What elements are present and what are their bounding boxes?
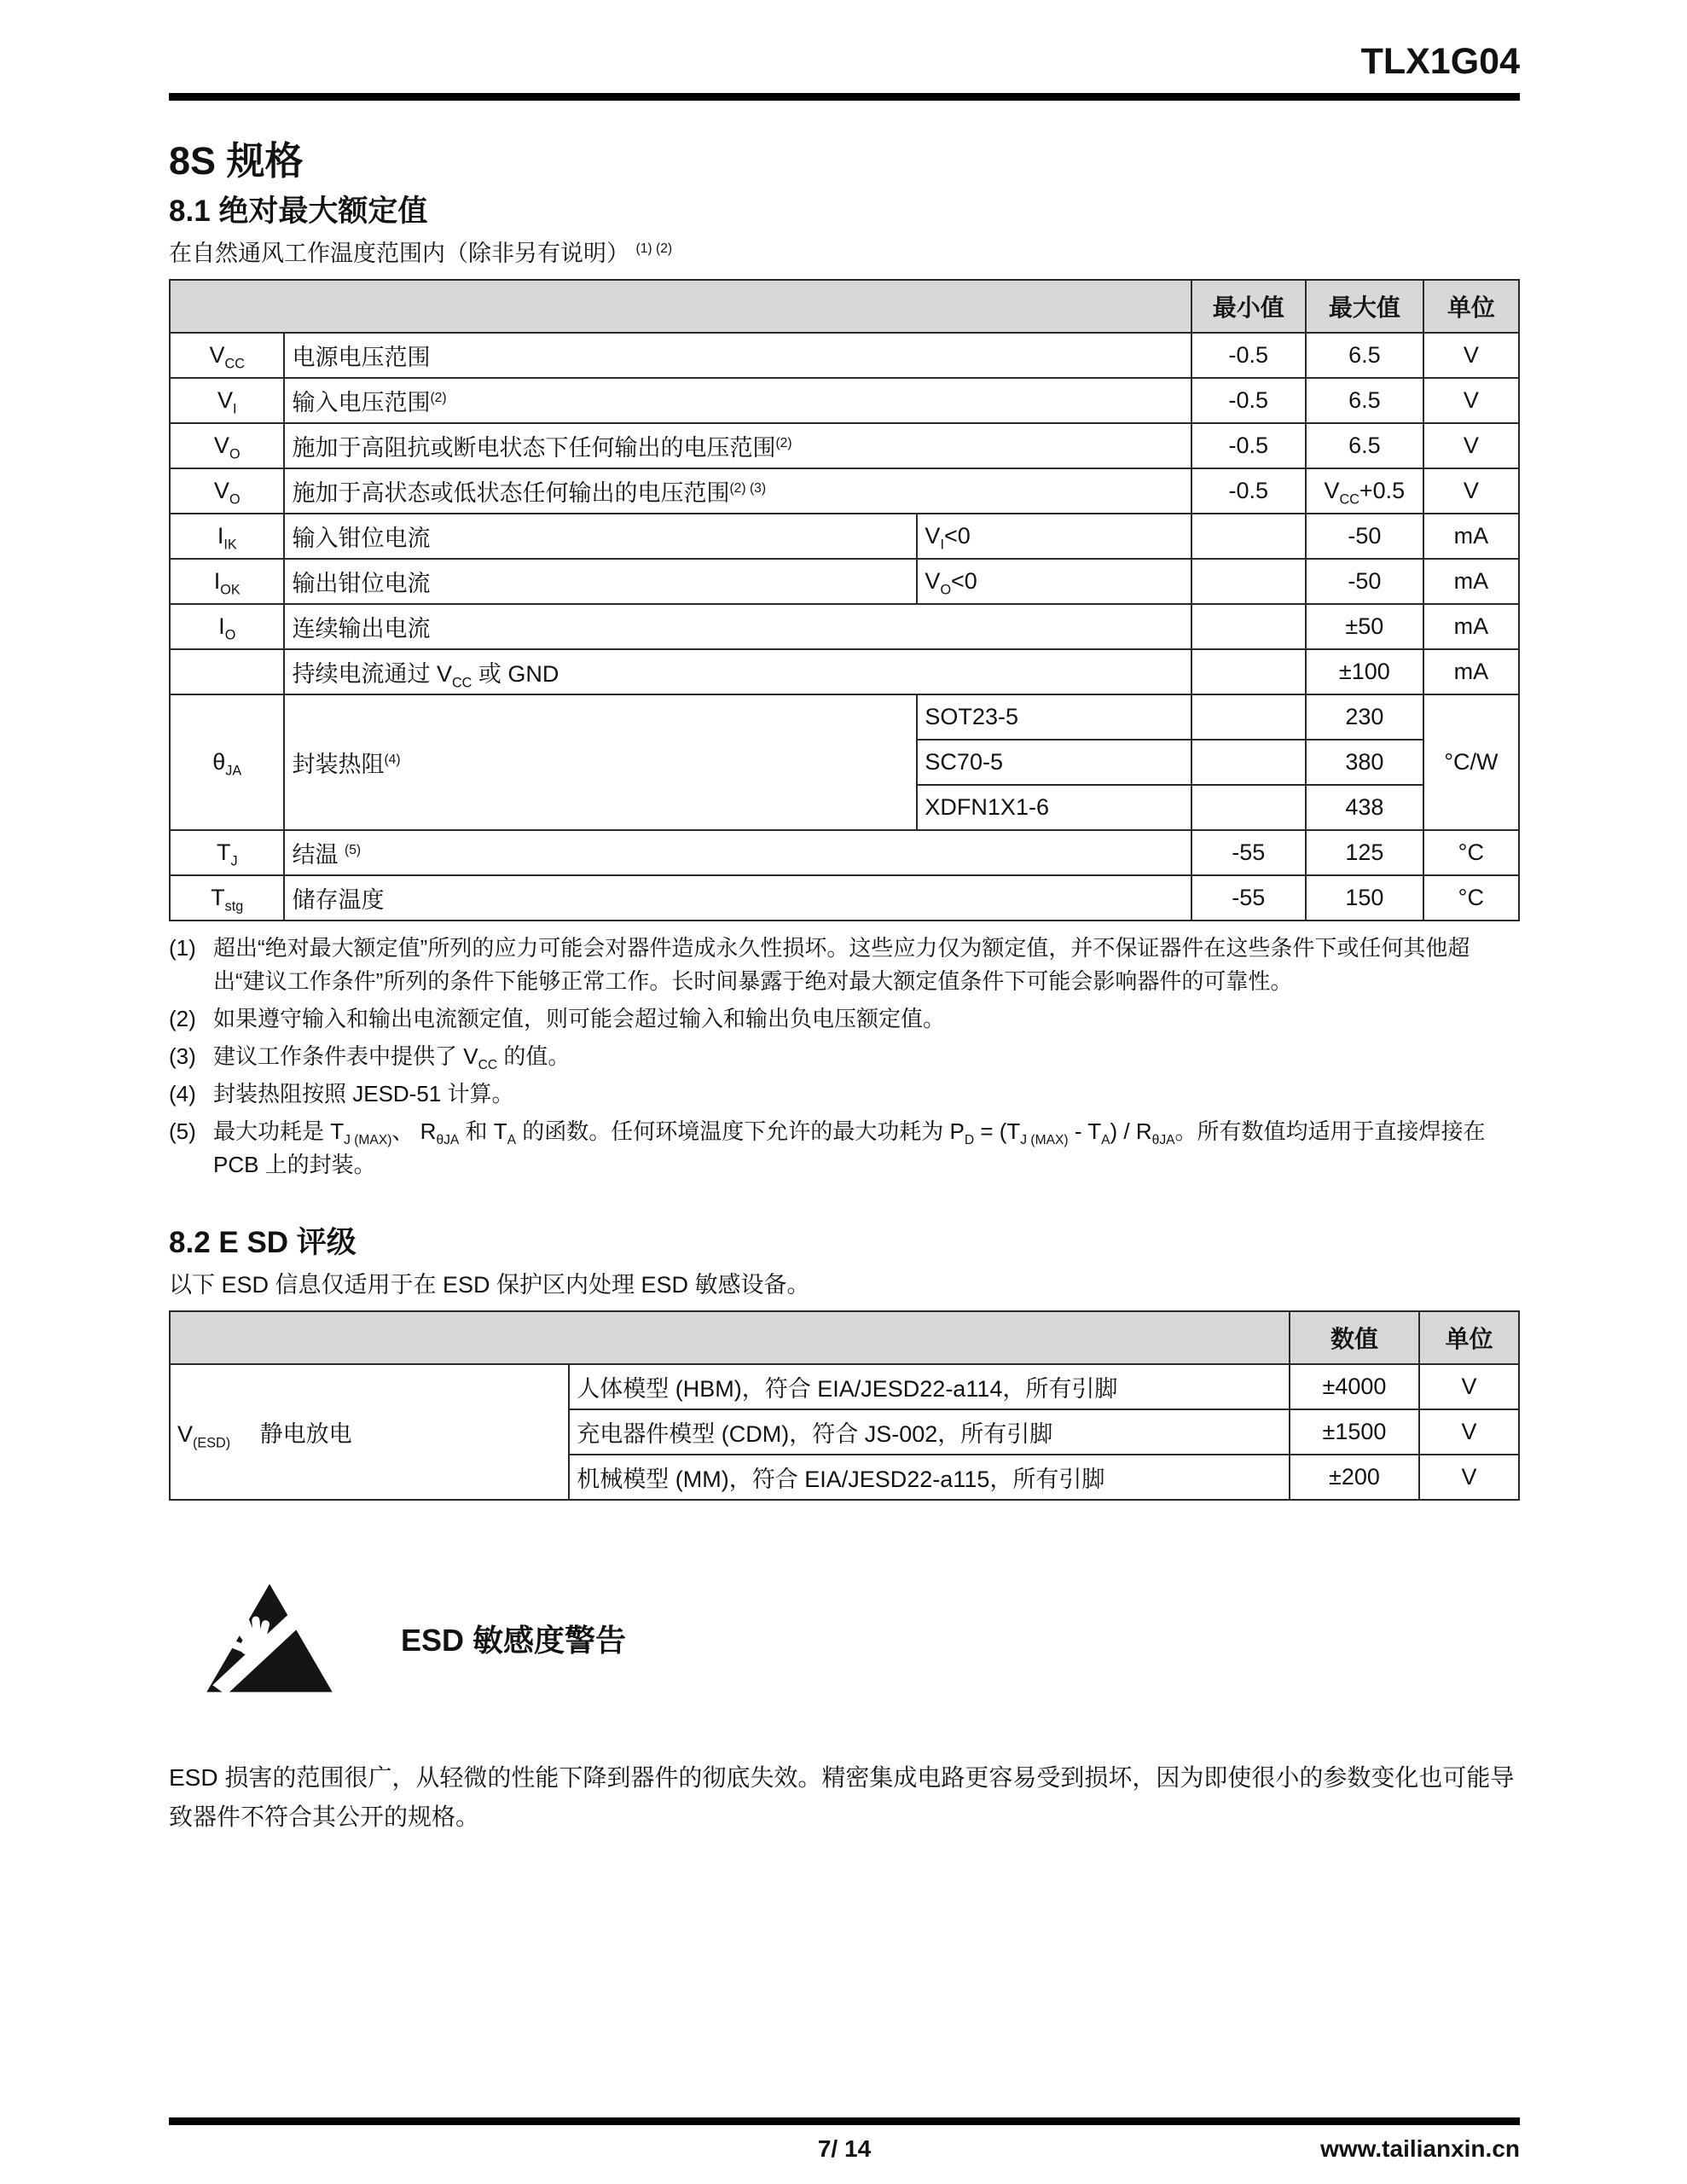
- sym-cell: $\theta_{JA}$: [170, 694, 284, 830]
- table-row: [170, 378, 1519, 423]
- table-row: [170, 875, 1519, 921]
- hdr-cell: 单位: [1419, 1311, 1519, 1364]
- num-cell: [1191, 649, 1306, 694]
- footnote-text: 超出“绝对最大额定值”所列的应力可能会对器件造成永久性损坏。这些应力仅为额定值，并不保证器件在这些条件下或任何其他超出“建议工作条件”所列的条件下能够正常工作。长时间暴露于绝对最大额定值条件下可能会影响器件的可靠性。: [213, 934, 1470, 994]
- num-cell: [1191, 785, 1306, 830]
- cond-cell: SOT23-5: [917, 694, 1191, 740]
- desc-cell: 输入钳位电流: [284, 514, 917, 559]
- esd-ratings-table: [169, 1310, 1520, 1501]
- table-row: [170, 1364, 1519, 1409]
- num-cell: -50: [1306, 514, 1423, 559]
- footnote-id: (5): [169, 1118, 196, 1144]
- footnote-id: (3): [169, 1043, 196, 1069]
- table-row: [170, 694, 1519, 740]
- esd-susceptibility-icon: [205, 1579, 334, 1697]
- desc-cell: 储存温度: [284, 875, 1191, 921]
- desc-cell: 持续电流通过 $V_{CC}$ 或 GND: [284, 649, 1191, 694]
- unit-cell: mA: [1423, 649, 1519, 694]
- num-cell: [1191, 559, 1306, 604]
- page-number: 7/ 14: [817, 2135, 872, 2162]
- desc-cell: 人体模型 (HBM)，符合 EIA/JESD22-a114，所有引脚: [569, 1364, 1290, 1409]
- symname-cell: $V_{(ESD)}$ 静电放电: [170, 1364, 569, 1500]
- footnote: [169, 932, 1520, 998]
- num-cell: -0.5: [1191, 378, 1306, 423]
- unit-cell: V: [1423, 468, 1519, 514]
- document-title: TLX1G04: [1360, 41, 1520, 82]
- hdr-cell: 最大值: [1306, 280, 1423, 333]
- table-row: [170, 604, 1519, 649]
- unit-cell: mA: [1423, 559, 1519, 604]
- footer-row: [169, 2135, 1520, 2166]
- num-cell: 230: [1306, 694, 1423, 740]
- num-cell: 125: [1306, 830, 1423, 875]
- footnote: [169, 1077, 1520, 1111]
- num-cell: ±4000: [1290, 1364, 1419, 1409]
- desc-cell: 电源电压范围: [284, 333, 1191, 378]
- sym-cell: $I_O$: [170, 604, 284, 649]
- table-row: [170, 468, 1519, 514]
- sym-cell: $I_{IK}$: [170, 514, 284, 559]
- hdr-cell: 最小值: [1191, 280, 1306, 333]
- unit-cell: mA: [1423, 604, 1519, 649]
- header-rule: [169, 93, 1520, 101]
- abs-max-footnotes: [169, 932, 1520, 1182]
- footnote-id: (4): [169, 1080, 196, 1107]
- num-cell: 6.5: [1306, 333, 1423, 378]
- num-cell: [1191, 514, 1306, 559]
- footnote-text: 最大功耗是 $T_{J (MAX)}$、 $R_{\theta JA}$ 和 $T_A$ 的函数。任何环境温度下允许的最大功耗为 $P_D = (T_{J (MAX)} - T_A) / R_{\theta JA}$。所有数值均适用于直接焊接在 PCB 上的封装。: [213, 1118, 1486, 1177]
- num-cell: 6.5: [1306, 378, 1423, 423]
- unit-cell: V: [1423, 378, 1519, 423]
- footnote-id: (1): [169, 934, 196, 961]
- unit-cell: °C: [1423, 830, 1519, 875]
- footnote-text: 建议工作条件表中提供了 $V_{CC}$ 的值。: [213, 1043, 571, 1073]
- desc-cell: 封装热阻$^{(4)}$: [284, 694, 917, 830]
- cond-cell: $V_I<0$: [917, 514, 1191, 559]
- num-cell: -0.5: [1191, 333, 1306, 378]
- table-row: [170, 559, 1519, 604]
- unit-cell: mA: [1423, 514, 1519, 559]
- num-cell: 438: [1306, 785, 1423, 830]
- section-8-2: [169, 1226, 1520, 1501]
- hdr-cell: 单位: [1423, 280, 1519, 333]
- blank-cell: [170, 280, 1191, 333]
- footnote-text: 如果遵守输入和输出电流额定值，则可能会超过输入和输出负电压额定值。: [213, 1005, 946, 1031]
- blank-cell: [170, 1311, 1290, 1364]
- section-8-title: 8S 规格: [169, 139, 304, 183]
- desc-cell: 机械模型 (MM)，符合 EIA/JESD22-a115，所有引脚: [569, 1455, 1290, 1500]
- num-cell: [1191, 740, 1306, 785]
- num-cell: -55: [1191, 875, 1306, 921]
- table-row: [170, 1311, 1519, 1364]
- unit-cell: V: [1419, 1364, 1519, 1409]
- num-cell: [1191, 694, 1306, 740]
- sym-cell: $T_J$: [170, 830, 284, 875]
- section-8-2-title: 8.2 E SD 评级: [169, 1225, 357, 1259]
- footer-rule: [169, 2117, 1520, 2125]
- section-8-1-title: 8.1 绝对最大额定值: [169, 194, 428, 228]
- num-cell: [1191, 604, 1306, 649]
- cond-cell: $V_O<0$: [917, 559, 1191, 604]
- footnote-id: (2): [169, 1005, 196, 1031]
- table-row: [170, 649, 1519, 694]
- num-cell: -0.5: [1191, 468, 1306, 514]
- website-url: www.tailianxin.cn: [1320, 2135, 1520, 2162]
- num-cell: $V_{CC}+0.5$: [1306, 468, 1423, 514]
- num-cell: -55: [1191, 830, 1306, 875]
- sym-cell: $V_{CC}$: [170, 333, 284, 378]
- table-row: [170, 333, 1519, 378]
- unit-cell: °C/W: [1423, 694, 1519, 830]
- table-row: [170, 280, 1519, 333]
- footnote-text: 封装热阻按照 JESD-51 计算。: [213, 1080, 514, 1107]
- esd-warning-label: ESD 敏感度警告: [401, 1622, 627, 1658]
- sym-cell: $I_{OK}$: [170, 559, 284, 604]
- desc-cell: 连续输出电流: [284, 604, 1191, 649]
- cond-cell: XDFN1X1-6: [917, 785, 1191, 830]
- cond-cell: SC70-5: [917, 740, 1191, 785]
- table-row: [170, 830, 1519, 875]
- num-cell: ±1500: [1290, 1409, 1419, 1455]
- hdr-cell: 数值: [1290, 1311, 1419, 1364]
- unit-cell: V: [1423, 423, 1519, 468]
- table-row: [170, 514, 1519, 559]
- page-footer: [169, 2117, 1520, 2166]
- desc-cell: 充电器件模型 (CDM)，符合 JS-002，所有引脚: [569, 1409, 1290, 1455]
- unit-cell: V: [1419, 1455, 1519, 1500]
- esd-warning-block: [169, 1579, 1520, 1697]
- desc-cell: 输出钳位电流: [284, 559, 917, 604]
- desc-cell: 施加于高阻抗或断电状态下任何输出的电压范围$^{(2)}$: [284, 423, 1191, 468]
- num-cell: ±100: [1306, 649, 1423, 694]
- unit-cell: V: [1419, 1409, 1519, 1455]
- num-cell: ±200: [1290, 1455, 1419, 1500]
- desc-cell: 结温 $^{(5)}$: [284, 830, 1191, 875]
- desc-cell: 输入电压范围$^{(2)}$: [284, 378, 1191, 423]
- footnote: [169, 1040, 1520, 1073]
- sym-cell: $V_O$: [170, 423, 284, 468]
- sym-cell: $T_{stg}$: [170, 875, 284, 921]
- unit-cell: °C: [1423, 875, 1519, 921]
- num-cell: 380: [1306, 740, 1423, 785]
- footnote: [169, 1115, 1520, 1182]
- sym-cell: $V_O$: [170, 468, 284, 514]
- sym-cell: [170, 649, 284, 694]
- document-header: [169, 0, 1520, 101]
- num-cell: 150: [1306, 875, 1423, 921]
- num-cell: ±50: [1306, 604, 1423, 649]
- table-row: [170, 423, 1519, 468]
- page-content: [169, 0, 1520, 1836]
- num-cell: 6.5: [1306, 423, 1423, 468]
- esd-subtitle: 以下 ESD 信息仅适用于在 ESD 保护区内处理 ESD 敏感设备。: [169, 1272, 810, 1298]
- desc-cell: 施加于高状态或低状态任何输出的电压范围$^{(2) (3)}$: [284, 468, 1191, 514]
- unit-cell: V: [1423, 333, 1519, 378]
- abs-max-subtitle: 在自然通风工作温度范围内（除非另有说明） $^{(1) (2)}$: [169, 240, 673, 266]
- footnote: [169, 1002, 1520, 1036]
- sym-cell: $V_I$: [170, 378, 284, 423]
- num-cell: -50: [1306, 559, 1423, 604]
- absolute-maximum-ratings-table: [169, 279, 1520, 921]
- num-cell: -0.5: [1191, 423, 1306, 468]
- esd-warning-body: ESD 损害的范围很广，从轻微的性能下降到器件的彻底失效。精密集成电路更容易受到损坏，因为即使很小的参数变化也可能导致器件不符合其公开的规格。: [169, 1764, 1515, 1830]
